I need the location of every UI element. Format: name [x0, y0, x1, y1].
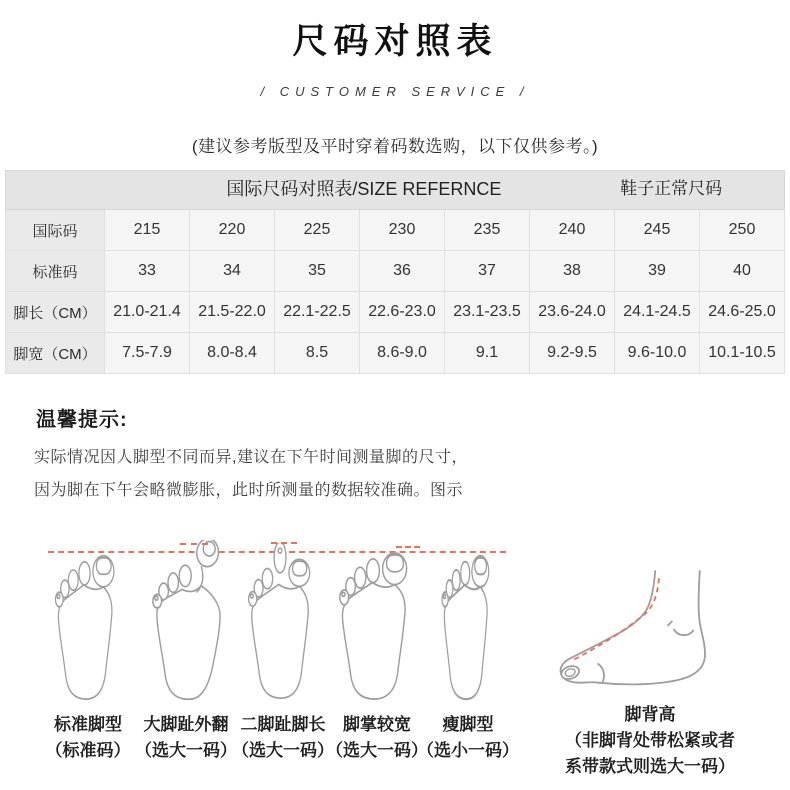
row-label: 国际码 — [6, 210, 105, 251]
toe-overflow-dash — [396, 546, 420, 548]
cell: 33 — [105, 251, 190, 292]
foot-type-name: 大脚趾外翻 — [143, 715, 229, 734]
table-header-cell — [6, 171, 785, 210]
foot-type-advice: （选大一码） — [135, 741, 237, 760]
foot-diagram-high-instep — [556, 568, 718, 688]
size-table — [5, 170, 785, 374]
page-title: 尺码对照表 — [292, 22, 498, 61]
tips-line-1: 实际情况因人脚型不同而异,建议在下午时间测量脚的尺寸， — [34, 449, 468, 466]
cell: 8.6-9.0 — [360, 333, 445, 374]
foot-diagram-valgus — [150, 540, 230, 703]
instep-label — [516, 702, 784, 780]
cell: 215 — [105, 210, 190, 251]
foot-top-view-long-second-toe-illustration — [246, 543, 320, 702]
table-row-international-size — [6, 210, 785, 251]
cell: 225 — [275, 210, 360, 251]
table-header-right: 鞋子正常尺码 — [620, 179, 723, 198]
cell: 40 — [700, 251, 785, 292]
cell: 250 — [700, 210, 785, 251]
foot-diagram-standard — [53, 553, 123, 703]
cell: 36 — [360, 251, 445, 292]
cell: 34 — [190, 251, 275, 292]
foot-type-label — [403, 712, 533, 764]
toe-overflow-dash — [271, 542, 297, 544]
foot-diagram-wide — [337, 550, 417, 703]
cell: 240 — [530, 210, 615, 251]
cell: 8.5 — [275, 333, 360, 374]
cell: 9.6-10.0 — [615, 333, 700, 374]
table-row-foot-width — [6, 333, 785, 374]
instep-advice-line-1: （非脚背处带松紧或者 — [565, 731, 735, 750]
purchase-note: (建议参考版型及平时穿着码数选购，以下仅供参考。) — [191, 137, 599, 156]
cell: 245 — [615, 210, 700, 251]
page-subtitle: / CUSTOMER SERVICE / — [260, 84, 530, 99]
toe-overflow-dash — [180, 543, 208, 545]
foot-type-advice: （选小一码） — [417, 741, 519, 760]
foot-top-view-slim-illustration — [440, 553, 496, 703]
cell: 235 — [445, 210, 530, 251]
row-label: 脚宽（CM） — [6, 333, 105, 374]
cell: 24.6-25.0 — [700, 292, 785, 333]
table-header-left: 国际尺码对照表/SIZE REFERNCE — [226, 179, 502, 199]
cell: 7.5-7.9 — [105, 333, 190, 374]
cell: 8.0-8.4 — [190, 333, 275, 374]
cell: 23.6-24.0 — [530, 292, 615, 333]
tips-line-2: 因为脚在下午会略微膨胀，此时所测量的数据较准确。图示 — [34, 482, 464, 499]
cell: 21.5-22.0 — [190, 292, 275, 333]
foot-type-name: 瘦脚型 — [442, 715, 494, 734]
foot-diagram-long-second-toe — [246, 543, 320, 702]
foot-type-name: 标准脚型 — [54, 715, 122, 734]
cell: 22.1-22.5 — [275, 292, 360, 333]
foot-type-advice: （标准码） — [45, 741, 131, 760]
table-row-foot-length — [6, 292, 785, 333]
table-header-row — [6, 171, 785, 210]
foot-type-name: 二脚趾脚长 — [240, 715, 326, 734]
cell: 35 — [275, 251, 360, 292]
foot-top-view-wide-illustration — [337, 550, 417, 703]
cell: 220 — [190, 210, 275, 251]
instep-advice-line-2: 系带款式则选大一码） — [565, 757, 735, 776]
cell: 9.2-9.5 — [530, 333, 615, 374]
row-label: 脚长（CM） — [6, 292, 105, 333]
cell: 21.0-21.4 — [105, 292, 190, 333]
foot-diagram-slim — [440, 553, 496, 703]
cell: 9.1 — [445, 333, 530, 374]
instep-name: 脚背高 — [624, 705, 676, 724]
cell: 22.6-23.0 — [360, 292, 445, 333]
cell: 39 — [615, 251, 700, 292]
foot-top-view-standard-illustration — [53, 553, 123, 703]
cell: 37 — [445, 251, 530, 292]
table-row-standard-size — [6, 251, 785, 292]
cell: 10.1-10.5 — [700, 333, 785, 374]
tips-heading: 温馨提示: — [36, 409, 128, 431]
cell: 23.1-23.5 — [445, 292, 530, 333]
cell: 230 — [360, 210, 445, 251]
row-label: 标准码 — [6, 251, 105, 292]
foot-type-advice: （选大一码） — [232, 741, 334, 760]
cell: 24.1-24.5 — [615, 292, 700, 333]
foot-top-view-valgus-illustration — [150, 540, 230, 703]
cell: 38 — [530, 251, 615, 292]
foot-type-advice: （选大一码） — [326, 741, 428, 760]
foot-side-view-illustration — [556, 568, 718, 688]
foot-type-name: 脚掌较宽 — [343, 715, 411, 734]
